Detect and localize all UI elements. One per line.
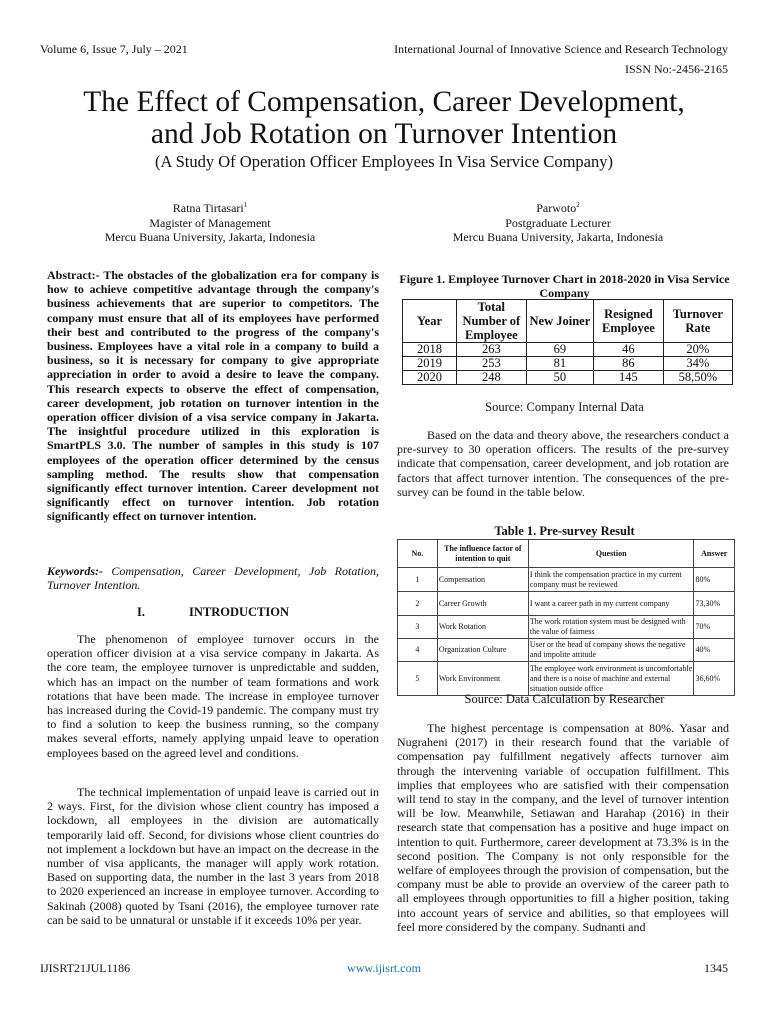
discussion-paragraph: The highest percentage is compensation at 80%. Yasar and Nugraheni (2017) in their research found that the variable of compensation pay fulfillment negatively affects turnover aim through the intervening variable of occupation fulfillment. This implies that employees who are satisfied with their compensation will tend to stay in the company, and the level of turnover intention will be low. Meanwhile, Setiawan and Harahap (2016) in their research state that compensation has a positive and huge impact on intention to quit. Furthermore, career development at 73.3% is in the second position. The Company is not only responsible for the welfare of employees through the provision of compensation, but the company must be able to provide an overview of the career path to all employees through opportunities to fill a higher position, taking into account years of service and abilities, so that employees will feel more considered by the company. Sudnanti and <box>397 721 729 934</box>
author-block-1 <box>40 198 380 245</box>
author-role: Postgraduate Lecturer <box>505 215 611 230</box>
figure-1-source: Source: Company Internal Data <box>485 400 644 414</box>
table-row: 1 Compensation I think the compensation practice in my current company must be reviewed 80% <box>398 568 735 592</box>
author-block-2 <box>388 198 728 245</box>
section-number: I. <box>136 605 145 619</box>
col-new-joiner: New Joiner <box>526 300 594 343</box>
table-1-caption: Table 1. Pre-survey Result <box>494 524 635 538</box>
col-question: Question <box>528 540 694 568</box>
paper-title <box>20 86 748 150</box>
abstract-label: Abstract:- <box>47 268 100 282</box>
col-answer: Answer <box>694 540 735 568</box>
author-name: Parwoto$^2$ <box>536 201 580 215</box>
figure-1-caption: Figure 1. Employee Turnover Chart in 2018-2020 in Visa Service Company <box>399 272 730 300</box>
col-resigned: Resigned Employee <box>594 300 664 343</box>
title-line-2: and Job Rotation on Turnover Intention <box>150 118 618 150</box>
table-row: 2018 263 69 46 20% <box>403 343 733 357</box>
presurvey-table <box>397 539 735 696</box>
intro-paragraph-2: The technical implementation of unpaid leave is carried out in 2 ways. First, for the division whose client country has imposed a lockdown, all employees in the division are automatically temporarily laid off. Second, for divisions whose client countries do not implement a lockdown but have an impact on the decrease in the number of visa applicants, the manager will apply work rotation. Based on supporting data, the number in the last 3 years from 2018 to 2020 experienced an increase in employee turnover. According to Sakinah (2008) quoted by Tsani (2016), the employee turnover rate can be said to be unnatural or unstable if it exceeds 10% per year. <box>47 785 379 927</box>
paper-subtitle: (A Study Of Operation Officer Employees In Visa Service Company) <box>154 152 613 171</box>
table-row: 2020 248 50 145 58,50% <box>403 371 733 385</box>
table-row: 5 Work Environment The employee work environment is uncomfortable and there is a noise of machine and external situation outside office 36,60% <box>398 662 735 696</box>
keywords <box>47 564 379 592</box>
author-affiliation: Mercu Buana University, Jakarta, Indonesia <box>452 230 664 244</box>
author-affiliation: Mercu Buana University, Jakarta, Indonesia <box>104 230 316 244</box>
section-heading-introduction <box>47 605 379 620</box>
footer-paper-id: IJISRT21JUL1186 <box>40 961 131 975</box>
presurvey-paragraph: Based on the data and theory above, the researchers conduct a pre-survey to 30 operation officers. The results of the pre-survey indicate that compensation, career development, and job rotation are factors that affect turnover intention. The consequences of the pre-survey can be found in the table below. <box>397 428 729 499</box>
col-factor: The influence factor of intention to quit <box>437 540 528 568</box>
turnover-table <box>402 299 733 385</box>
col-turnover-rate: Turnover Rate <box>663 300 732 343</box>
running-header-volume: Volume 6, Issue 7, July – 2021 <box>40 42 188 56</box>
footer-journal-link[interactable]: www.ijisrt.com <box>347 961 421 975</box>
col-total-employees: Total Number of Employee <box>457 300 527 343</box>
col-no: No. <box>398 540 438 568</box>
table-row: 4 Organization Culture User or the head of company shows the negative and impolite attitude 40% <box>398 639 735 662</box>
running-header-journal: International Journal of Innovative Science and Research Technology <box>394 42 728 56</box>
section-title: INTRODUCTION <box>188 605 289 619</box>
issn: ISSN No:-2456-2165 <box>624 62 728 76</box>
author-name: Ratna Tirtasari$^1$ <box>172 201 248 215</box>
table-row: 2 Career Growth I want a career path in my current company 73,30% <box>398 592 735 616</box>
abstract <box>47 268 379 524</box>
table-header-row <box>403 300 733 343</box>
table-row: 2019 253 81 86 34% <box>403 357 733 371</box>
table-header-row <box>398 540 735 568</box>
abstract-text: The obstacles of the globalization era for company is how to achieve competitive advantage through the company's business achievements that are superior to competitors. The company must ensure that all of its employees have performed their best and contributed to the progress of the company's business. Employees have a vital role in a company to build a business, so it is necessary for company to give appropriate appreciation in order to avoid a desire to leave the company. This research expects to observe the effect of compensation, career development, job rotation on turnover intention in the operation officer division of a visa service company in Jakarta. The insightful procedure utilized in this exploration is SmartPLS 3.0. The number of samples in this study is 107 employees of the operation officer determined by the census sampling method. The results show that compensation significantly effect turnover intention. Career development not significantly effect on turnover intention. Job rotation significantly effect on turnover intention. <box>47 268 379 524</box>
intro-paragraph-1: The phenomenon of employee turnover occurs in the operation officer division at a visa service company in Jakarta. As the core team, the employee turnover is unpredictable and sudden, which has an impact on the number of team formations and work rotations that have been made. The increase in employee turnover has increased during the Covid-19 pandemic. The company must try to find a solution to keep the business running, so the company makes several efforts, namely applying unpaid leave to operation employees based on the agreed level and conditions. <box>47 632 379 760</box>
table-1-source: Source: Data Calculation by Researcher <box>464 692 665 706</box>
author-role: Magister of Management <box>149 215 271 230</box>
title-line-1: The Effect of Compensation, Career Development, <box>83 86 685 118</box>
keywords-label: Keywords:- <box>47 564 103 578</box>
keywords-text: Compensation, Career Development, Job Rotation, Turnover Intention. <box>47 564 379 593</box>
page-number: 1345 <box>704 961 728 975</box>
col-year: Year <box>403 300 457 343</box>
table-row: 3 Work Rotation The work rotation system must be designed with the value of fairness 70% <box>398 616 735 639</box>
